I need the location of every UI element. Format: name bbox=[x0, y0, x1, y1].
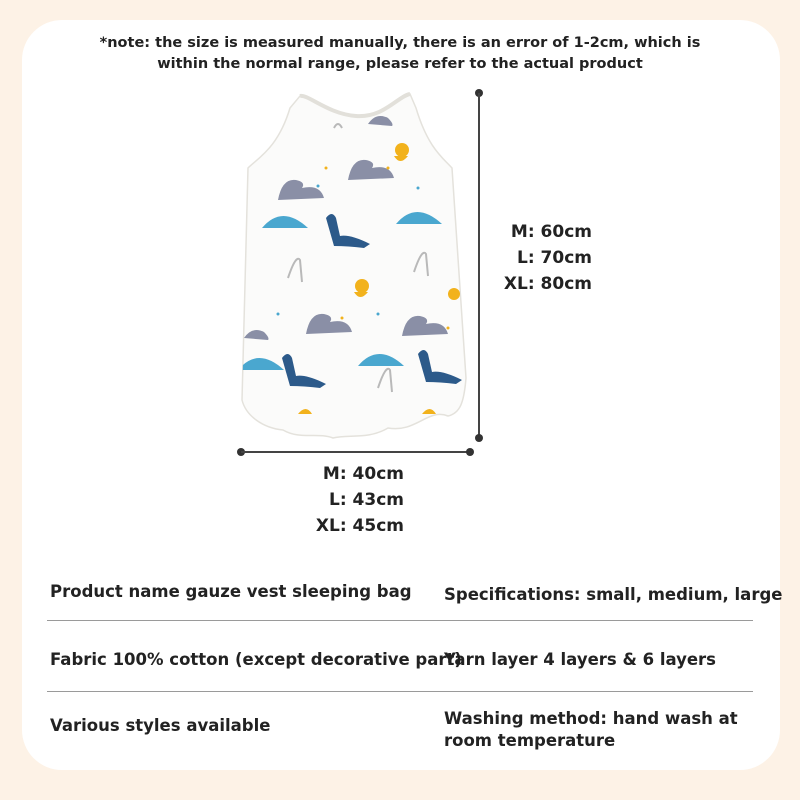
width-size-m: M: 40cm bbox=[322, 464, 404, 484]
length-size-m: M: 60cm bbox=[510, 222, 592, 242]
spec-divider-2 bbox=[47, 691, 753, 692]
spec-product-name: Product name gauze vest sleeping bag bbox=[50, 582, 412, 601]
length-sizes bbox=[488, 219, 592, 297]
spec-divider-1 bbox=[47, 620, 753, 621]
sleeping-bag-image bbox=[238, 88, 478, 443]
length-size-l: L: 70cm bbox=[517, 248, 592, 268]
spec-fabric: Fabric 100% cotton (except decorative part) bbox=[50, 650, 462, 669]
spec-specifications: Specifications: small, medium, large bbox=[444, 585, 783, 604]
width-size-xl: XL: 45cm bbox=[315, 516, 404, 536]
size-note-line-2: within the normal range, please refer to the actual product bbox=[157, 56, 643, 72]
spec-washing-line-1: Washing method: hand wash at bbox=[444, 709, 738, 728]
spec-washing-method bbox=[444, 708, 738, 752]
spec-styles: Various styles available bbox=[50, 716, 271, 735]
size-note bbox=[60, 33, 740, 75]
size-note-line-1: *note: the size is measured manually, there is an error of 1-2cm, which is bbox=[99, 35, 701, 51]
length-size-xl: XL: 80cm bbox=[503, 274, 592, 294]
length-measure-line bbox=[478, 93, 480, 438]
spec-washing-line-2: room temperature bbox=[444, 731, 616, 750]
length-marker-bottom bbox=[475, 434, 483, 442]
width-sizes bbox=[300, 461, 404, 539]
width-size-l: L: 43cm bbox=[329, 490, 404, 510]
spec-yarn-layer: Yarn layer 4 layers & 6 layers bbox=[444, 650, 717, 669]
width-measure-line bbox=[241, 451, 470, 453]
width-marker-right bbox=[466, 448, 474, 456]
